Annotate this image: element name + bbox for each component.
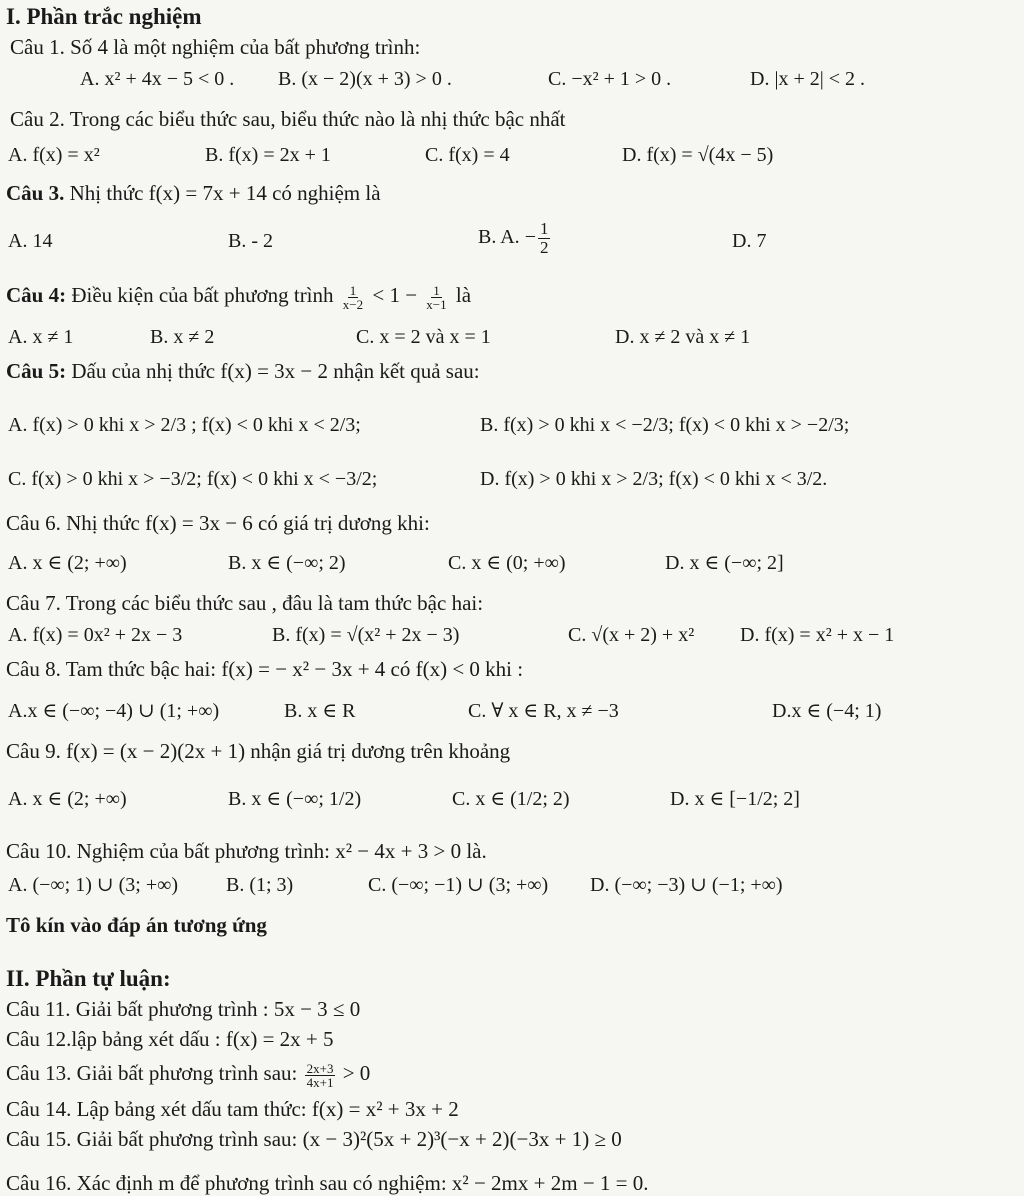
q4-option-c[interactable]: C. x = 2 và x = 1 bbox=[356, 326, 491, 348]
q9-option-c[interactable]: C. x ∈ (1/2; 2) bbox=[452, 788, 570, 810]
fraction-denominator: 4x+1 bbox=[306, 1074, 334, 1090]
question-5-stem: Dấu của nhị thức f(x) = 3x − 2 nhận kết quả sau: bbox=[71, 359, 480, 383]
q1-option-c[interactable]: C. −x² + 1 > 0 . bbox=[548, 68, 672, 90]
q3-option-c-sign: − bbox=[524, 226, 536, 249]
q4-fraction-2 bbox=[424, 284, 448, 311]
q7-option-a[interactable]: A. f(x) = 0x² + 2x − 3 bbox=[8, 624, 183, 646]
question-14: Câu 14. Lập bảng xét dấu tam thức: f(x) = x² + 3x + 2 bbox=[6, 1097, 459, 1121]
q4-option-b[interactable]: B. x ≠ 2 bbox=[150, 326, 215, 348]
question-1-stem: Câu 1. Số 4 là một nghiệm của bất phương trình: bbox=[10, 35, 421, 59]
question-5-label: Câu 5: bbox=[6, 359, 67, 383]
q3-option-d[interactable]: D. 7 bbox=[732, 230, 767, 252]
q10-option-b[interactable]: B. (1; 3) bbox=[226, 874, 294, 896]
q3-option-a[interactable]: A. 14 bbox=[8, 230, 53, 252]
question-12: Câu 12.lập bảng xét dấu : f(x) = 2x + 5 bbox=[6, 1027, 334, 1051]
question-3-label: Câu 3. bbox=[6, 181, 65, 205]
section-title-multiple-choice: I. Phần trắc nghiệm bbox=[6, 4, 202, 29]
q7-option-c[interactable]: C. √(x + 2) + x² bbox=[568, 624, 695, 646]
q2-option-c[interactable]: C. f(x) = 4 bbox=[425, 144, 510, 166]
q6-option-d[interactable]: D. x ∈ (−∞; 2] bbox=[665, 552, 784, 574]
q7-option-b[interactable]: B. f(x) = √(x² + 2x − 3) bbox=[272, 624, 460, 646]
q9-option-d[interactable]: D. x ∈ [−1/2; 2] bbox=[670, 788, 800, 810]
fraction-numerator: 2x+3 bbox=[306, 1060, 334, 1076]
q2-option-b[interactable]: B. f(x) = 2x + 1 bbox=[205, 144, 331, 166]
q6-option-a[interactable]: A. x ∈ (2; +∞) bbox=[8, 552, 127, 574]
q3-option-c-prefix: B. A. bbox=[478, 226, 520, 249]
fraction-numerator: 1 bbox=[539, 219, 549, 238]
q8-option-d[interactable]: D.x ∈ (−4; 1) bbox=[772, 700, 882, 722]
q13-fraction bbox=[305, 1062, 336, 1089]
q5-option-a[interactable]: A. f(x) > 0 khi x > 2/3 ; f(x) < 0 khi x < 2/3; bbox=[8, 414, 361, 436]
question-4-stem-post: là bbox=[455, 283, 472, 307]
q6-option-b[interactable]: B. x ∈ (−∞; 2) bbox=[228, 552, 346, 574]
q2-option-a[interactable]: A. f(x) = x² bbox=[8, 144, 100, 166]
fraction-denominator: x−2 bbox=[342, 296, 364, 312]
question-2-stem: Câu 2. Trong các biểu thức sau, biểu thức nào là nhị thức bậc nhất bbox=[10, 107, 566, 131]
q3-option-c-fraction bbox=[538, 220, 551, 257]
question-13 bbox=[6, 1060, 370, 1089]
question-13-inequality: > 0 bbox=[342, 1061, 371, 1085]
q2-option-d[interactable]: D. f(x) = √(4x − 5) bbox=[622, 144, 774, 166]
question-3-stem: Nhị thức f(x) = 7x + 14 có nghiệm là bbox=[69, 181, 381, 205]
q7-option-d[interactable]: D. f(x) = x² + x − 1 bbox=[740, 624, 895, 646]
q5-option-c[interactable]: C. f(x) > 0 khi x > −3/2; f(x) < 0 khi x < −3/2; bbox=[8, 468, 378, 490]
q10-option-d[interactable]: D. (−∞; −3) ∪ (−1; +∞) bbox=[590, 874, 783, 896]
question-4 bbox=[6, 282, 471, 311]
question-8-stem: Câu 8. Tam thức bậc hai: f(x) = − x² − 3x + 4 có f(x) < 0 khi : bbox=[6, 657, 524, 681]
question-15: Câu 15. Giải bất phương trình sau: (x − 3)²(5x + 2)³(−x + 2)(−3x + 1) ≥ 0 bbox=[6, 1127, 622, 1151]
q4-fraction-1 bbox=[341, 284, 365, 311]
q9-option-a[interactable]: A. x ∈ (2; +∞) bbox=[8, 788, 127, 810]
answer-instruction: Tô kín vào đáp án tương ứng bbox=[6, 913, 267, 937]
q4-option-d[interactable]: D. x ≠ 2 và x ≠ 1 bbox=[615, 326, 751, 348]
section-title-essay: II. Phần tự luận: bbox=[6, 966, 171, 991]
question-16: Câu 16. Xác định m để phương trình sau có nghiệm: x² − 2mx + 2m − 1 = 0. bbox=[6, 1171, 649, 1195]
q1-option-b[interactable]: B. (x − 2)(x + 3) > 0 . bbox=[278, 68, 452, 90]
question-7-stem: Câu 7. Trong các biểu thức sau , đâu là tam thức bậc hai: bbox=[6, 591, 484, 615]
question-9-stem: Câu 9. f(x) = (x − 2)(2x + 1) nhận giá trị dương trên khoảng bbox=[6, 739, 511, 763]
q4-option-a[interactable]: A. x ≠ 1 bbox=[8, 326, 74, 348]
q3-option-c[interactable] bbox=[478, 220, 552, 257]
q3-option-b[interactable]: B. - 2 bbox=[228, 230, 273, 252]
fraction-numerator: 1 bbox=[349, 282, 357, 298]
q9-option-b[interactable]: B. x ∈ (−∞; 1/2) bbox=[228, 788, 362, 810]
question-3 bbox=[6, 180, 381, 206]
question-5 bbox=[6, 358, 480, 384]
question-10-stem: Câu 10. Nghiệm của bất phương trình: x² − 4x + 3 > 0 là. bbox=[6, 839, 487, 863]
q8-option-a[interactable]: A.x ∈ (−∞; −4) ∪ (1; +∞) bbox=[8, 700, 220, 722]
question-13-text: Câu 13. Giải bất phương trình sau: bbox=[6, 1061, 298, 1085]
q8-option-c[interactable]: C. ∀ x ∈ R, x ≠ −3 bbox=[468, 700, 619, 722]
q10-option-a[interactable]: A. (−∞; 1) ∪ (3; +∞) bbox=[8, 874, 179, 896]
q6-option-c[interactable]: C. x ∈ (0; +∞) bbox=[448, 552, 566, 574]
q10-option-c[interactable]: C. (−∞; −1) ∪ (3; +∞) bbox=[368, 874, 549, 896]
fraction-numerator: 1 bbox=[433, 282, 440, 298]
q1-option-d[interactable]: D. |x + 2| < 2 . bbox=[750, 68, 866, 90]
question-4-label: Câu 4: bbox=[6, 283, 67, 307]
q5-option-d[interactable]: D. f(x) > 0 khi x > 2/3; f(x) < 0 khi x < 3/2. bbox=[480, 468, 828, 490]
q8-option-b[interactable]: B. x ∈ R bbox=[284, 700, 356, 722]
q5-option-b[interactable]: B. f(x) > 0 khi x < −2/3; f(x) < 0 khi x > −2/3; bbox=[480, 414, 850, 436]
question-4-stem-pre: Điều kiện của bất phương trình bbox=[71, 283, 334, 307]
question-4-stem-mid: < 1 − bbox=[372, 283, 418, 307]
fraction-denominator: x−1 bbox=[426, 296, 447, 312]
fraction-denominator: 2 bbox=[539, 238, 549, 257]
q1-option-a[interactable]: A. x² + 4x − 5 < 0 . bbox=[80, 68, 235, 90]
question-6-stem: Câu 6. Nhị thức f(x) = 3x − 6 có giá trị dương khi: bbox=[6, 511, 430, 535]
question-11: Câu 11. Giải bất phương trình : 5x − 3 ≤ 0 bbox=[6, 997, 361, 1021]
